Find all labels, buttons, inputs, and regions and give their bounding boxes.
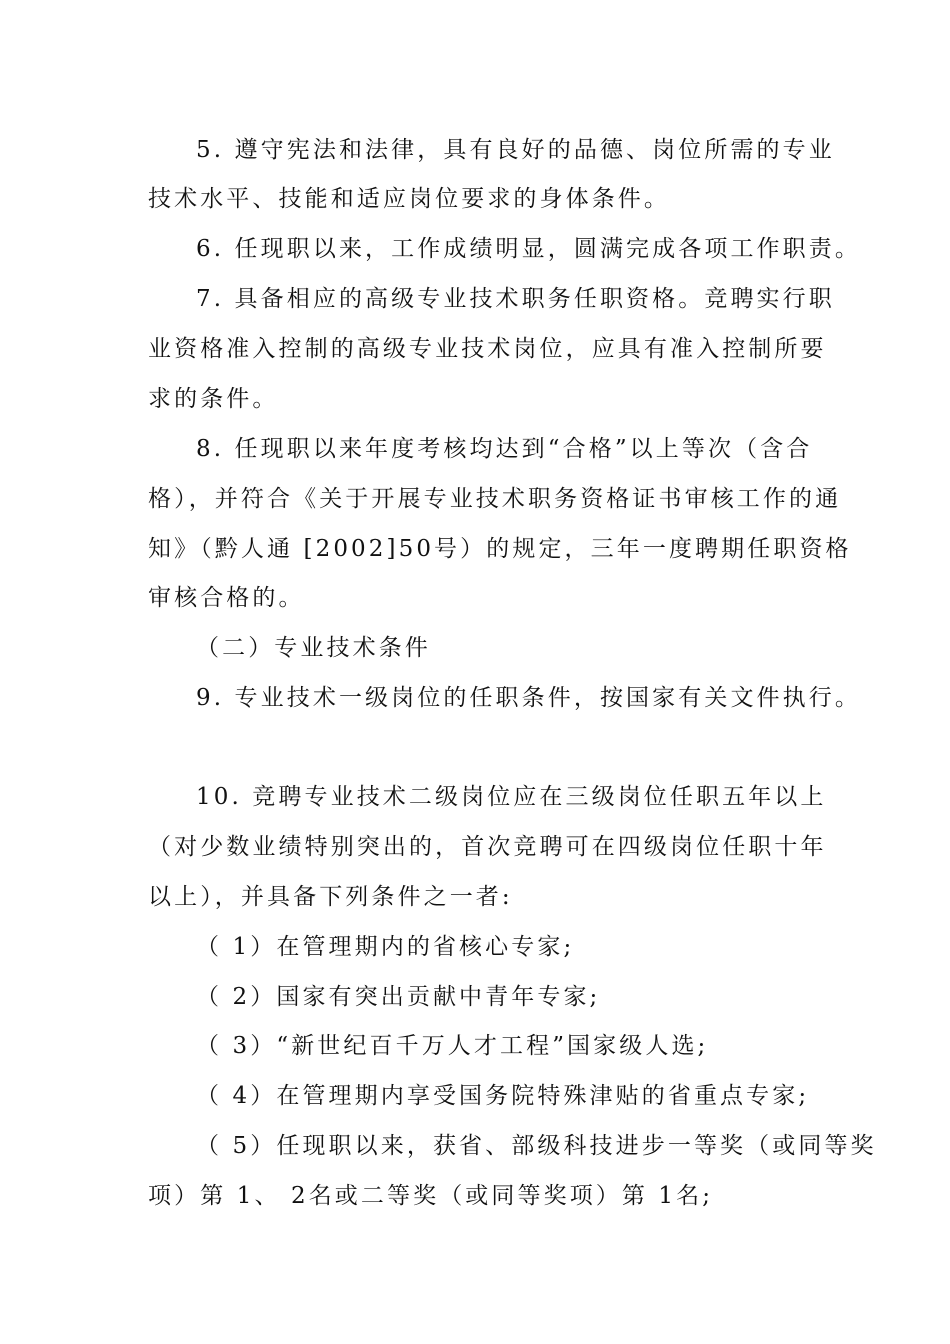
list-item: （ 3）“新世纪百千万人才工程”国家级人选;	[196, 1033, 709, 1059]
paragraph-line: 9. 专业技术一级岗位的任职条件，按国家有关文件执行。	[196, 685, 861, 711]
paragraph-line: 业资格准入控制的高级专业技术岗位，应具有准入控制所要	[148, 336, 827, 362]
list-item: （ 5）任现职以来，获省、部级科技进步一等奖（或同等奖	[196, 1133, 877, 1159]
paragraph-line: 10. 竞聘专业技术二级岗位应在三级岗位任职五年以上	[196, 784, 827, 810]
paragraph-line: 8. 任现职以来年度考核均达到“合格”以上等次（含合	[196, 436, 813, 462]
list-item: （ 2）国家有突出贡献中青年专家;	[196, 984, 601, 1010]
section-heading: （二）专业技术条件	[196, 635, 431, 661]
paragraph-line: 技术水平、技能和适应岗位要求的身体条件。	[148, 186, 670, 212]
paragraph-line: 知》（黔人通 [2002]50号）的规定，三年一度聘期任职资格	[148, 536, 852, 562]
paragraph-line: 格），并符合《关于开展专业技术职务资格证书审核工作的通	[148, 486, 842, 512]
paragraph-line: （对少数业绩特别突出的，首次竞聘可在四级岗位任职十年	[148, 834, 827, 860]
list-item: （ 4）在管理期内享受国务院特殊津贴的省重点专家;	[196, 1083, 810, 1109]
paragraph-line: 7. 具备相应的高级专业技术职务任职资格。竞聘实行职	[196, 286, 835, 312]
paragraph-line: 5. 遵守宪法和法律，具有良好的品德、岗位所需的专业	[196, 137, 835, 163]
list-item-continuation: 项）第 1、 2名或二等奖（或同等奖项）第 1名;	[148, 1183, 714, 1209]
paragraph-line: 审核合格的。	[148, 585, 305, 611]
paragraph-line: 求的条件。	[148, 386, 279, 412]
paragraph-line: 以上），并具备下列条件之一者:	[148, 884, 513, 910]
paragraph-line: 6. 任现职以来，工作成绩明显，圆满完成各项工作职责。	[196, 236, 861, 262]
list-item: （ 1）在管理期内的省核心专家;	[196, 934, 575, 960]
